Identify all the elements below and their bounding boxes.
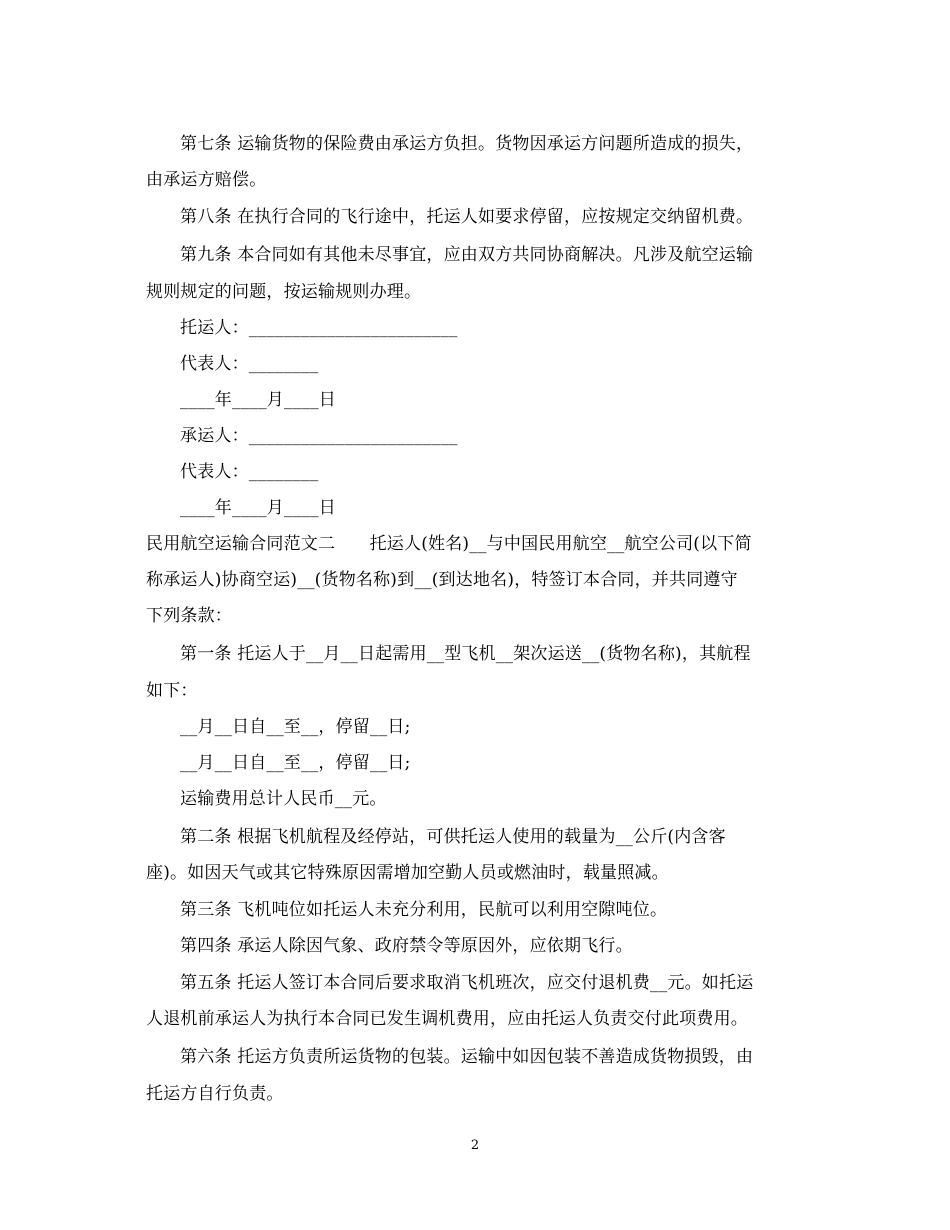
clause-3: 第三条 飞机吨位如托运人未充分利用，民航可以利用空隙吨位。: [180, 900, 668, 920]
route-line-2: __月__日自__至__，停留__日;: [180, 753, 411, 773]
clause-6-line-1: 第六条 托运方负责所运货物的包装。运输中如因包装不善造成货物损毁，由: [180, 1047, 754, 1067]
page-number: 2: [470, 1138, 480, 1153]
contract-sample-two-line-1: 民用航空运输合同范文二 托运人(姓名)__与中国民用航空__航空公司(以下简: [146, 534, 752, 554]
contract-sample-two-line-2: 称承运人)协商空运)__(货物名称)到__(到达地名)，特签订本合同，并共同遵守: [146, 570, 738, 590]
clause-7-line-2: 由承运方赔偿。: [146, 170, 267, 190]
shipper-representative-line: 代表人：________: [180, 354, 319, 374]
clause-2-line-2: 座)。如因天气或其它特殊原因需增加空勤人员或燃油时，载量照减。: [146, 863, 669, 883]
clause-9-line-1: 第九条 本合同如有其他未尽事宜，应由双方共同协商解决。凡涉及航空运输: [180, 245, 754, 265]
carrier-signature-line: 承运人：________________________: [180, 426, 458, 446]
clause-9-line-2: 规则规定的问题，按运输规则办理。: [146, 282, 422, 302]
clause-5-line-1: 第五条 托运人签订本合同后要求取消飞机班次，应交付退机费__元。如托运: [180, 973, 754, 993]
shipper-date-line: ____年____月____日: [180, 390, 336, 410]
clause-1-line-1: 第一条 托运人于__月__日起需用__型飞机__架次运送__(货物名称)，其航程: [180, 644, 751, 664]
clause-7-line-1: 第七条 运输货物的保险费由承运方负担。货物因承运方问题所造成的损失，: [180, 134, 754, 154]
clause-8: 第八条 在执行合同的飞行途中，托运人如要求停留，应按规定交纳留机费。: [180, 207, 754, 227]
contract-sample-two-line-3: 下列条款：: [146, 606, 232, 626]
clause-1-line-2: 如下：: [146, 681, 198, 701]
clause-5-line-2: 人退机前承运人为执行本合同已发生调机费用，应由托运人负责交付此项费用。: [146, 1009, 748, 1029]
freight-total-line: 运输费用总计人民币__元。: [180, 789, 387, 809]
clause-6-line-2: 托运方自行负责。: [146, 1084, 284, 1104]
clause-2-line-1: 第二条 根据飞机航程及经停站，可供托运人使用的载量为__公斤(内含客: [180, 827, 726, 847]
carrier-representative-line: 代表人：________: [180, 462, 319, 482]
clause-4: 第四条 承运人除因气象、政府禁令等原因外，应依期飞行。: [180, 936, 633, 956]
route-line-1: __月__日自__至__，停留__日;: [180, 717, 411, 737]
shipper-signature-line: 托运人：________________________: [180, 318, 458, 338]
carrier-date-line: ____年____月____日: [180, 498, 336, 518]
